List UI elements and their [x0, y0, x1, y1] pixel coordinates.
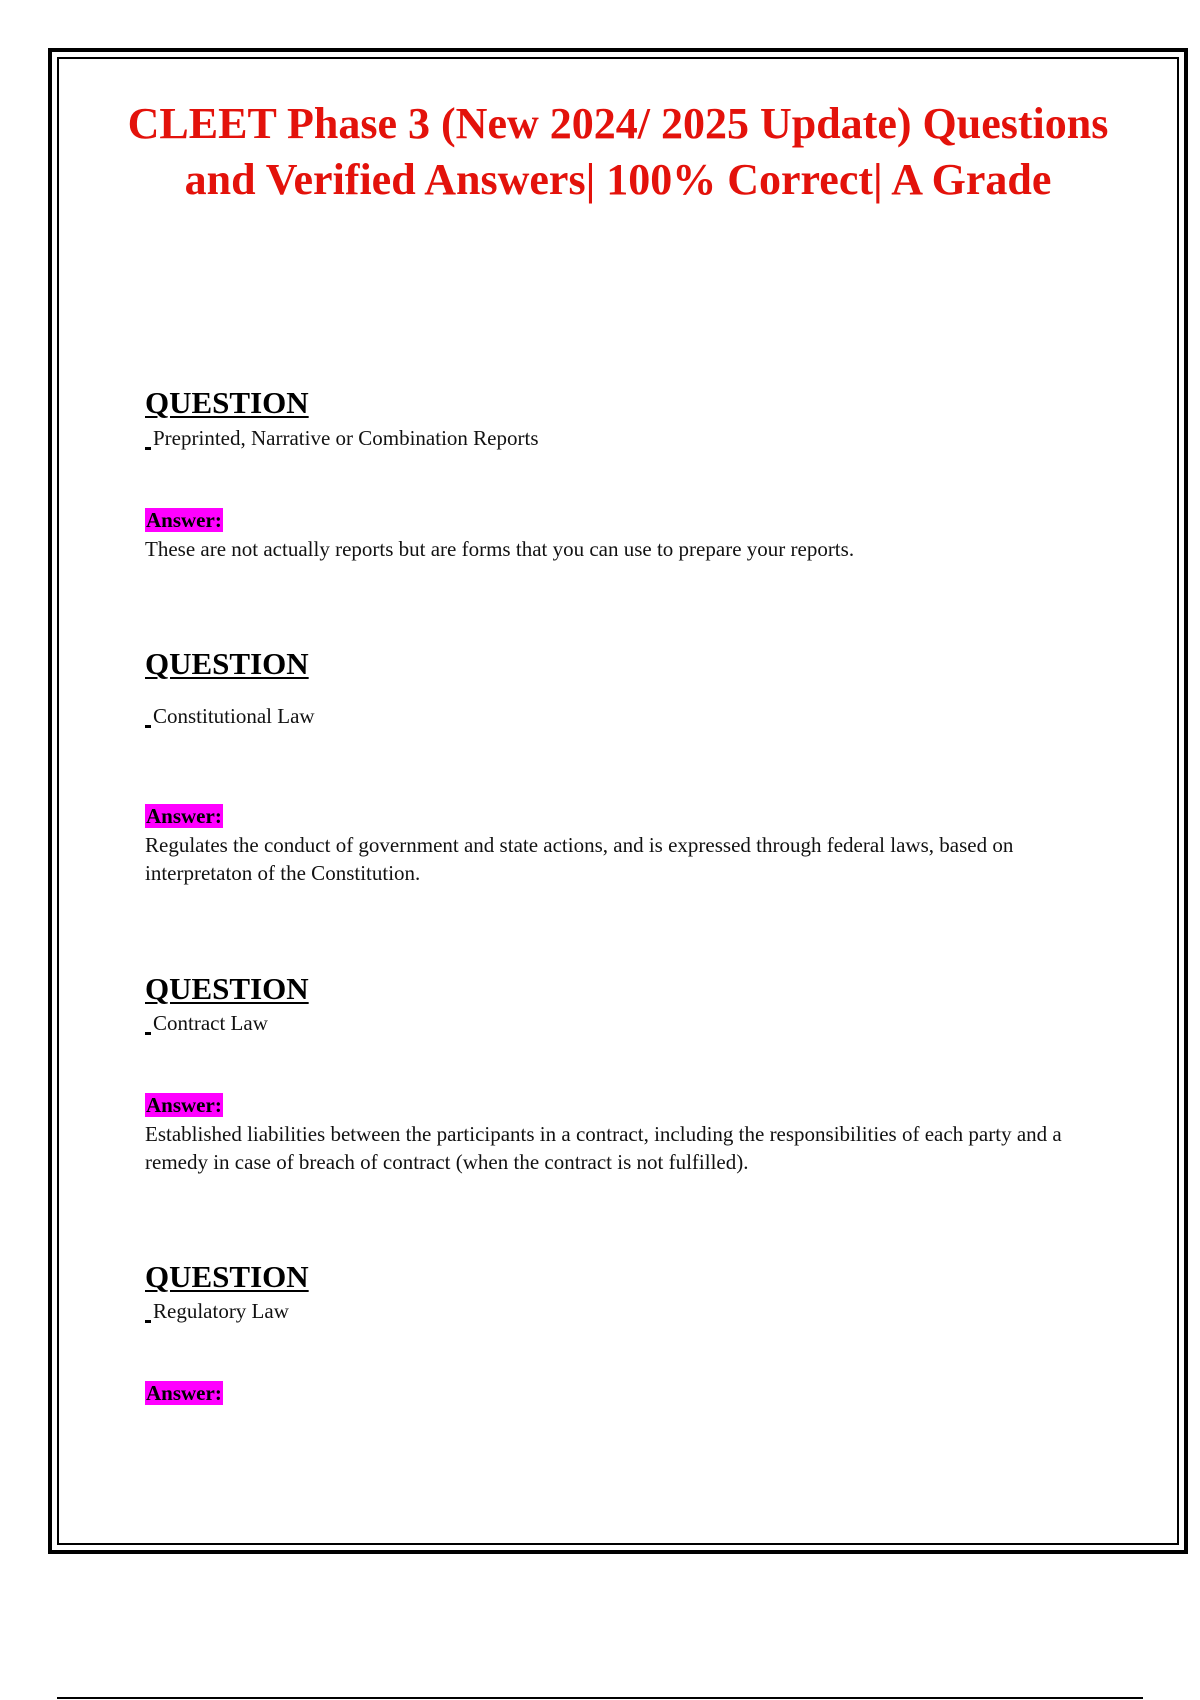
answer-text: Regulates the conduct of government and state actions, and is expressed through federal laws, based on interpretaton of the Constitution.	[145, 833, 1014, 885]
answer-label: Answer:	[146, 1381, 222, 1405]
answer-label: Answer:	[146, 508, 222, 532]
document-title: CLEET Phase 3 (New 2024/ 2025 Update) Questions and Verified Answers| 100% Correct| A Grade	[127, 99, 1109, 204]
question-text: Contract Law	[145, 1009, 268, 1037]
answer-text: Established liabilities between the participants in a contract, including the responsibilities of each party and a remedy in case of breach of contract (when the contract is not fulfilled).	[145, 1122, 1062, 1174]
page-border	[48, 48, 1188, 1554]
question-heading: QUESTION	[145, 971, 309, 1006]
question-heading: QUESTION	[145, 646, 309, 681]
underscore-mark	[145, 1032, 151, 1035]
underscore-mark	[145, 1320, 151, 1323]
answer-label: Answer:	[146, 1093, 222, 1117]
question-text: Constitutional Law	[145, 702, 315, 730]
underscore-mark	[145, 447, 151, 450]
answer-text: These are not actually reports but are forms that you can use to prepare your reports.	[145, 537, 855, 561]
question-text: Preprinted, Narrative or Combination Reports	[145, 424, 539, 452]
answer-label: Answer:	[146, 804, 222, 828]
question-text: Regulatory Law	[145, 1297, 289, 1325]
underscore-mark	[145, 725, 151, 728]
footer-rule	[57, 1697, 1143, 1699]
question-heading: QUESTION	[145, 385, 309, 420]
question-heading: QUESTION	[145, 1259, 309, 1294]
